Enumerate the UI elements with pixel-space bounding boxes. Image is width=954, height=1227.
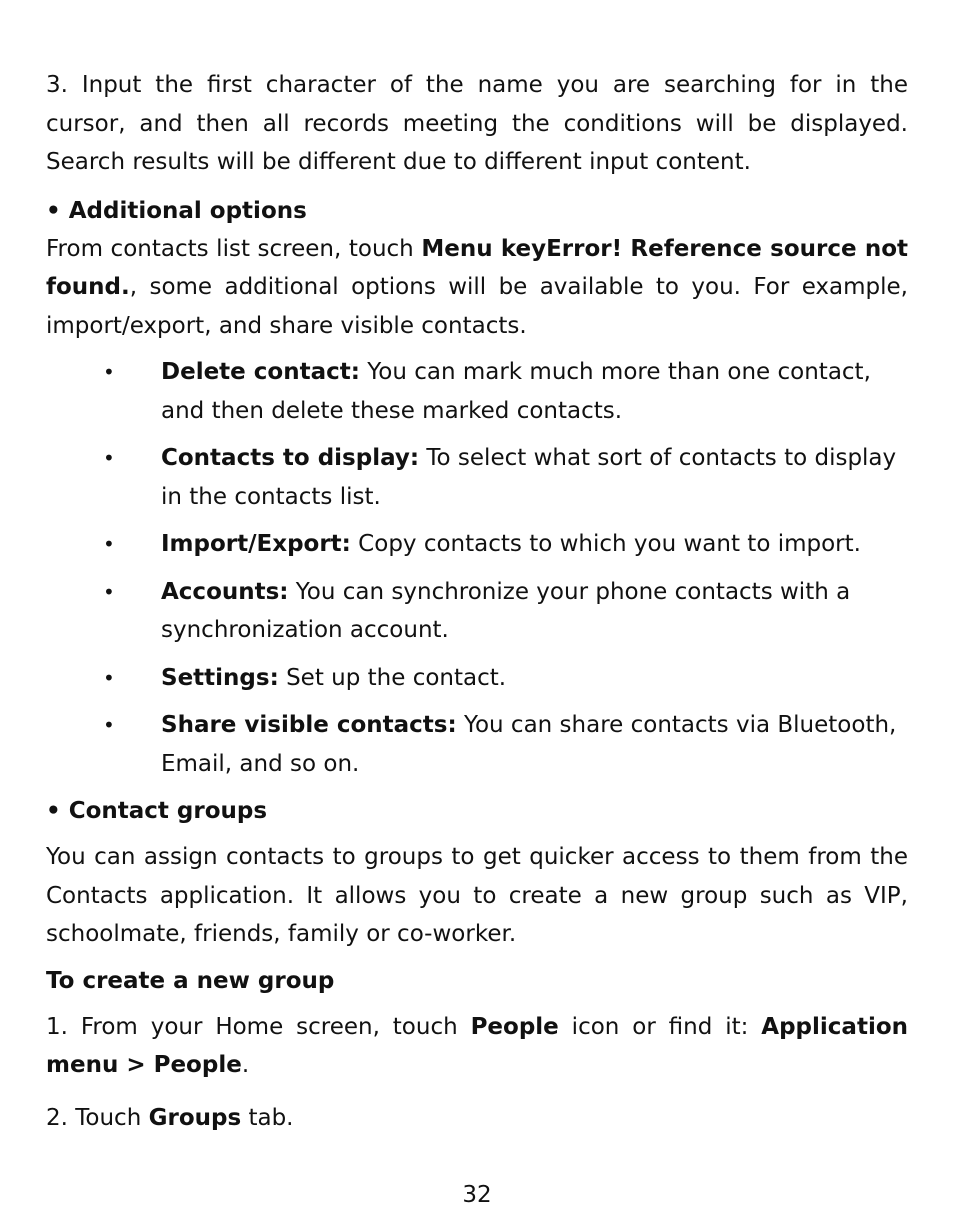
step-text: . <box>241 1052 250 1078</box>
list-item-desc: Copy contacts to which you want to import. <box>350 531 861 557</box>
create-group-step-2 <box>46 1099 908 1138</box>
list-item-desc: You can share contacts via Bluetooth, Email, and so on. <box>161 712 897 777</box>
create-group-subheading: To create a new group <box>46 967 335 994</box>
heading-bullet: • <box>46 197 61 224</box>
additional-options-heading <box>46 192 908 230</box>
list-bullet: • <box>103 532 115 556</box>
list-item-delete-contact <box>46 353 908 430</box>
step-text: 1. From your Home screen, touch <box>46 1013 471 1040</box>
intro-text-post: , some additional options will be available to you. For example, import/export, and share visible contacts. <box>46 274 908 339</box>
list-bullet: • <box>103 446 115 470</box>
list-item-term: Import/Export: <box>161 531 351 557</box>
intro-bold-text: Menu keyError! Reference source not found. <box>46 235 909 300</box>
list-item-settings <box>46 659 908 698</box>
list-item-import-export <box>46 525 908 564</box>
list-bullet: • <box>103 579 115 604</box>
list-item-term: Accounts: <box>161 578 289 605</box>
list-bullet: • <box>103 713 115 737</box>
list-item-accounts <box>46 573 908 650</box>
list-item-desc: You can synchronize your phone contacts with a synchronization account. <box>161 578 851 643</box>
document-page <box>46 66 908 1137</box>
heading-bullet: • <box>46 798 61 824</box>
groups-tab-label: Groups <box>148 1104 242 1131</box>
step-text: 2. Touch <box>46 1104 149 1131</box>
people-label: People <box>470 1013 559 1040</box>
list-item-share-visible-contacts <box>46 706 908 783</box>
step-text: icon or find it: <box>558 1013 762 1040</box>
intro-text-pre: From contacts list screen, touch <box>46 235 422 262</box>
list-item-contacts-to-display <box>46 439 908 516</box>
list-item-term: Contacts to display: <box>161 445 420 471</box>
list-item-desc: Set up the contact. <box>278 664 507 691</box>
contact-groups-intro: You can assign contacts to groups to get quicker access to them from the Contacts application. It allows you to create a new group such as VIP, schoolmate, friends, family or co-worker. <box>46 844 908 947</box>
step-text: tab. <box>241 1104 294 1131</box>
list-item-desc: You can mark much more than one contact, and then delete these marked contacts. <box>161 359 871 424</box>
list-item-term: Delete contact: <box>161 359 360 385</box>
application-menu-path: Application menu > People <box>46 1013 909 1078</box>
list-item-term: Share visible contacts: <box>161 712 457 738</box>
additional-options-list <box>46 353 908 783</box>
create-group-step-1 <box>46 1008 908 1085</box>
contact-groups-heading <box>46 792 908 830</box>
list-item-desc: To select what sort of contacts to display in the contacts list. <box>161 445 897 510</box>
list-bullet: • <box>103 665 115 690</box>
additional-options-intro <box>46 230 908 346</box>
heading-text: Additional options <box>68 197 307 224</box>
heading-text: Contact groups <box>68 798 268 824</box>
page-number: 32 <box>462 1182 492 1208</box>
step-3-paragraph: 3. Input the first character of the name you are searching for in the cursor, and then all records meeting the conditions will be displayed. Search results will be different due to different input content. <box>46 72 908 175</box>
list-item-term: Settings: <box>161 664 279 691</box>
list-bullet: • <box>103 360 115 384</box>
